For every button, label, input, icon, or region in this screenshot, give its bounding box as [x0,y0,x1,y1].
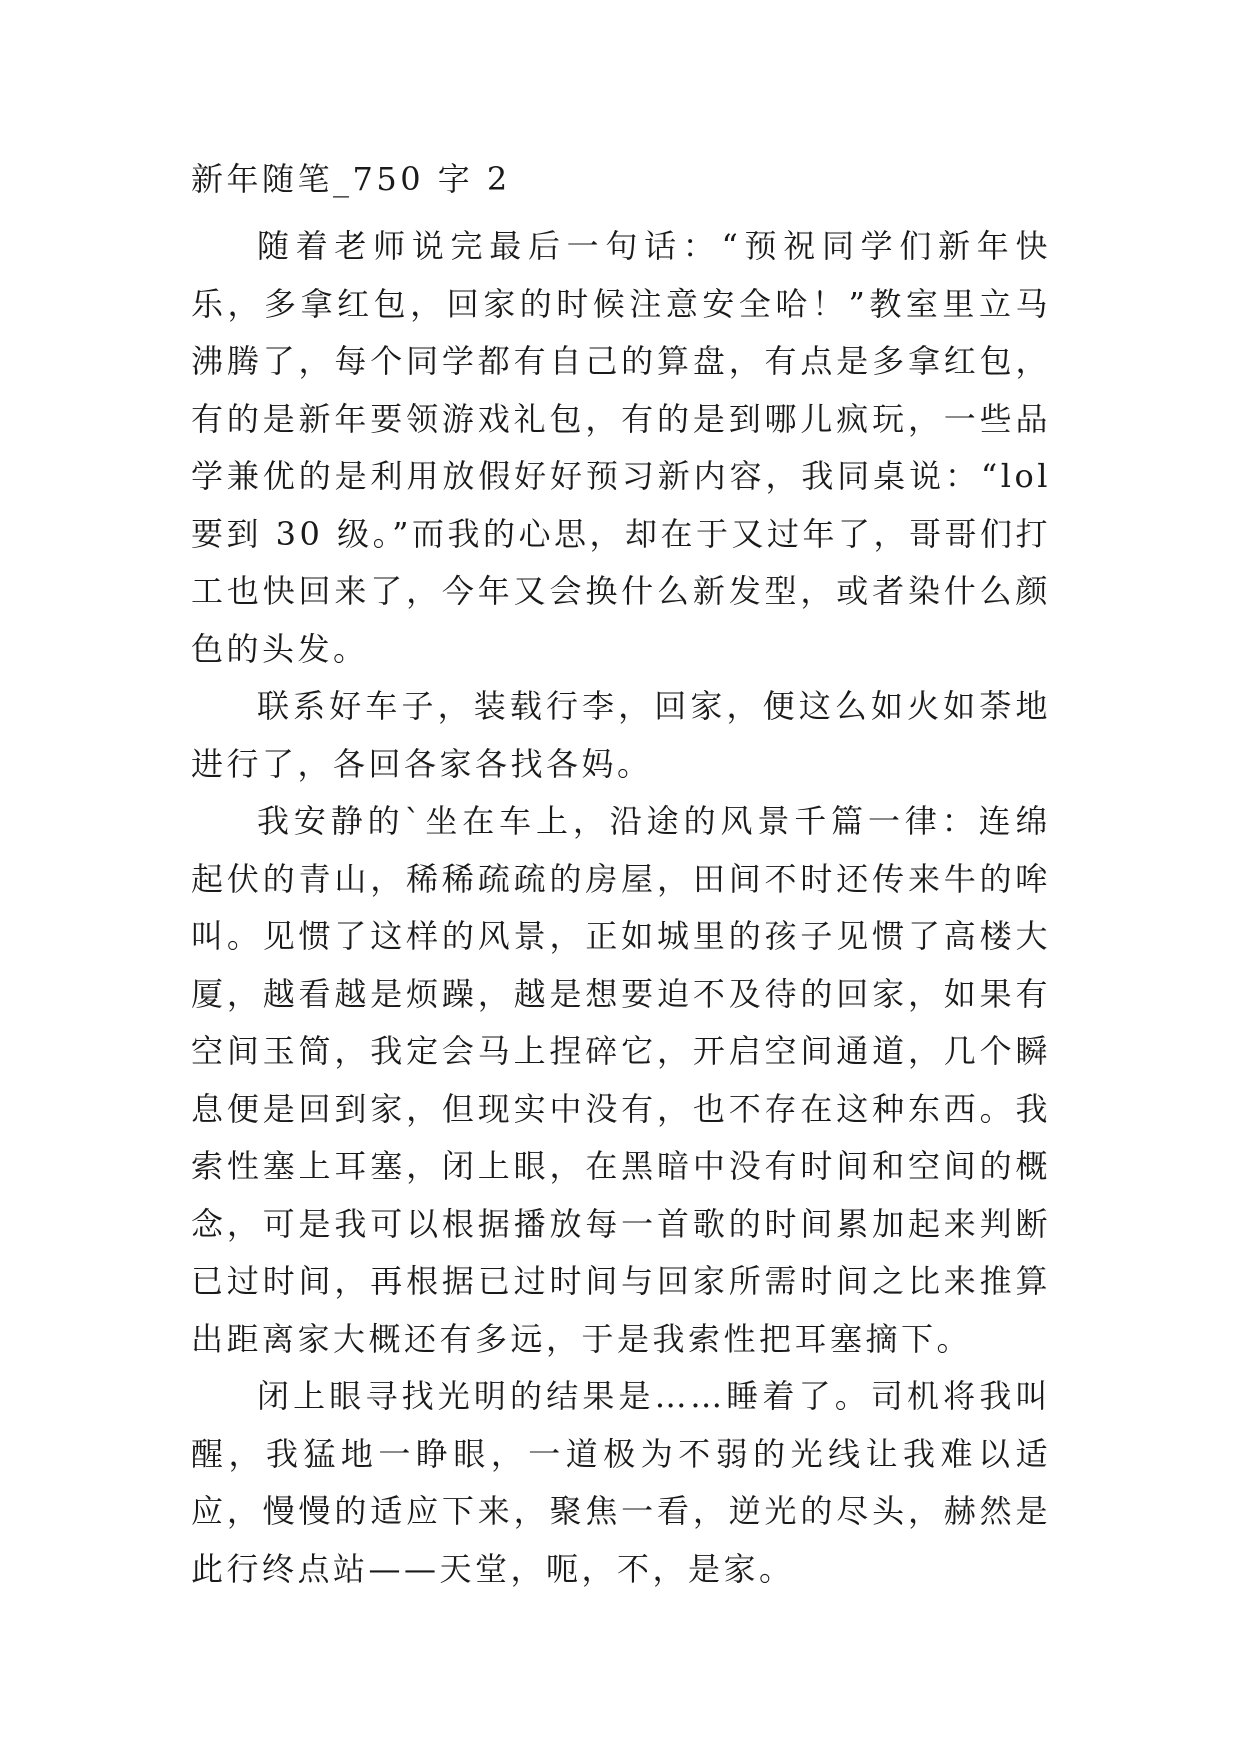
paragraph-3: 我安静的`坐在车上，沿途的风景千篇一律：连绵起伏的青山，稀稀疏疏的房屋，田间不时还传来牛的哞叫。见惯了这样的风景，正如城里的孩子见惯了高楼大厦，越看越是烦躁，越是想要迫不及待的回家，如果有空间玉简，我定会马上捏碎它，开启空间通道，几个瞬息便是回到家，但现实中没有，也不存在这种东西。我索性塞上耳塞，闭上眼，在黑暗中没有时间和空间的概念，可是我可以根据播放每一首歌的时间累加起来判断已过时间，再根据已过时间与回家所需时间之比来推算出距离家大概还有多远，于是我索性把耳塞摘下。 [191,802,1051,1358]
paragraph-1: 随着老师说完最后一句话：“预祝同学们新年快乐，多拿红包，回家的时候注意安全哈！”教室里立马沸腾了，每个同学都有自己的算盘，有点是多拿红包，有的是新年要领游戏礼包，有的是到哪儿疯玩，一些品学兼优的是利用放假好好预习新内容，我同桌说：“lol 要到 30 级。”而我的心思，却在于又过年了，哥哥们打工也快回来了，今年又会换什么新发型，或者染什么颜色的头发。 [191,227,1051,668]
document-body [191,160,1051,1598]
document-title: 新年随笔_750 字 2 [191,160,511,198]
paragraph-2: 联系好车子，装载行李，回家，便这么如火如荼地进行了，各回各家各找各妈。 [191,687,1051,783]
paragraph-4: 闭上眼寻找光明的结果是……睡着了。司机将我叫醒，我猛地一睁眼，一道极为不弱的光线让我难以适应，慢慢的适应下来，聚焦一看，逆光的尽头，赫然是此行终点站——天堂，呃，不，是家。 [191,1377,1051,1588]
